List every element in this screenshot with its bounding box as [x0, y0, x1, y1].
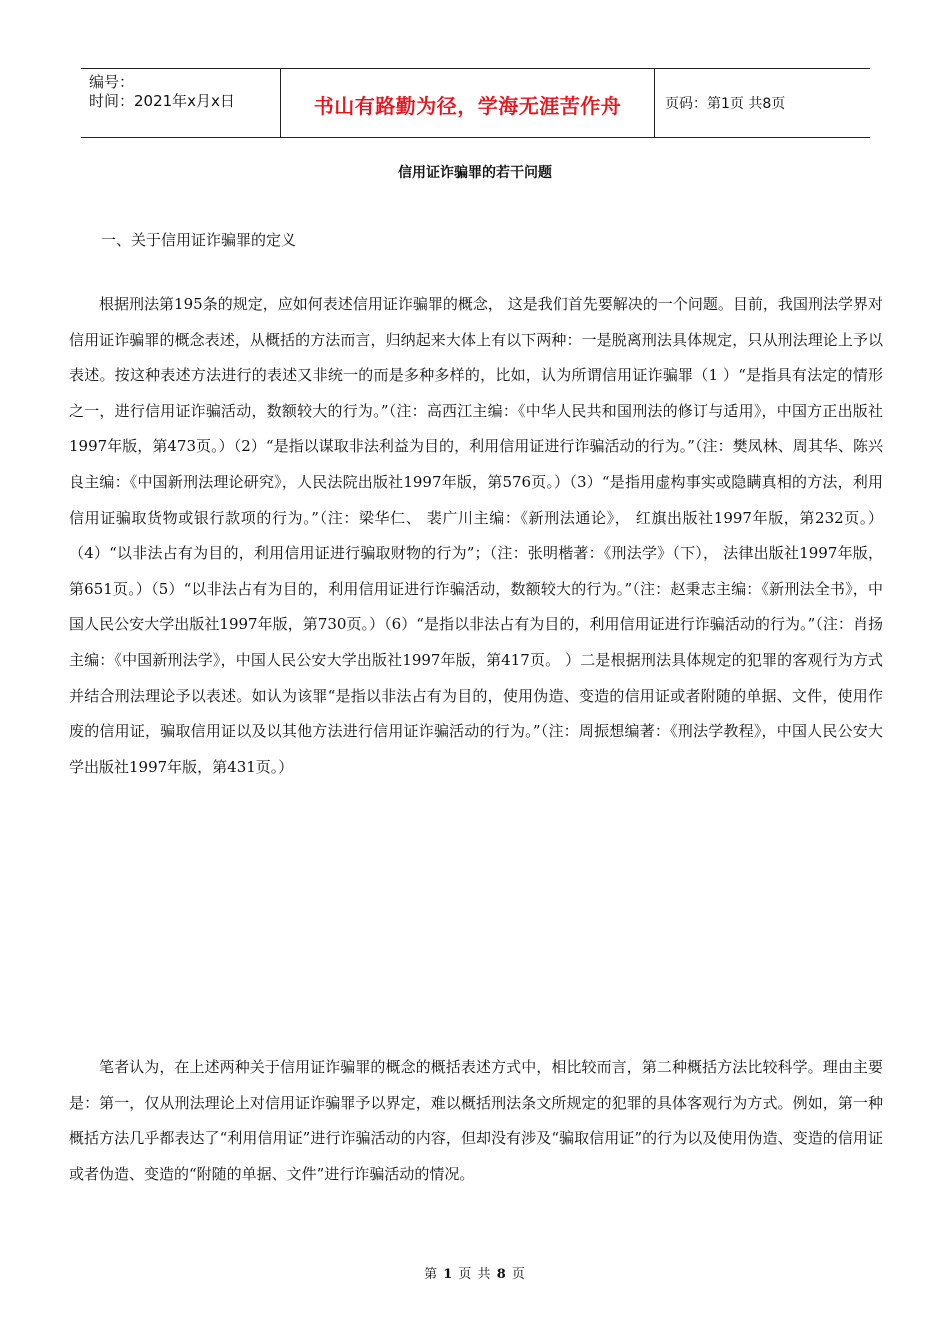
- page-info: 页码：第1页 共8页: [665, 96, 786, 112]
- body-paragraph: 根据刑法第195条的规定，应如何表述信用证诈骗罪的概念， 这是我们首先要解决的一个问题。目前，我国刑法学界对信用证诈骗罪的概念表述，从概括的方法而言，归纳起来大体上有以下两种：一是脱离刑法具体规定，只从刑法理论上予以表述。按这种表述方法进行的表述又非统一的而是多种多样的，比如，认为所谓信用证诈骗罪（1 ）“是指具有法定的情形之一，进行信用证诈骗活动，数额较大的行为。”（注：高西江主编：《中华人民共和国刑法的修订与适用》，中国方正出版社1997年版，第473页。）（2）“是指以谋取非法利益为目的，利用信用证进行诈骗活动的行为。”（注：樊凤林、周其华、陈兴良主编：《中国新刑法理论研究》，人民法院出版社1997年版，第576页。）（3）“是指用虚构事实或隐瞒真相的方法，利用信用证骗取货物或银行款项的行为。”（注：梁华仁、 裴广川主编：《新刑法通论》， 红旗出版社1997年版，第232页。）（4）“以非法占有为目的，利用信用证进行骗取财物的行为”；（注：张明楷著：《刑法学》（下）， 法律出版社1997年版，第651页。）（5）“以非法占有为目的，利用信用证进行诈骗活动，数额较大的行为。”（注：赵秉志主编：《新刑法全书》，中国人民公安大学出版社1997年版，第730页。）（6）“是指以非法占有为目的，利用信用证进行诈骗活动的行为。”（注：肖扬主编：《中国新刑法学》，中国人民公安大学出版社1997年版，第417页。 ）二是根据刑法具体规定的犯罪的客观行为方式并结合刑法理论予以表述。如认为该罪“是指以非法占有为目的，使用伪造、变造的信用证或者附随的单据、文件，使用作废的信用证，骗取信用证以及以其他方法进行信用证诈骗活动的行为。”（注：周振想编著：《刑法学教程》，中国人民公安大学出版社1997年版，第431页。）: [69, 295, 883, 776]
- footer-middle: 页 共: [458, 1267, 492, 1282]
- footer-prefix: 第: [424, 1267, 439, 1282]
- header-meta-cell: [81, 69, 281, 137]
- date-label: 时间：2021年x月x日: [89, 92, 235, 110]
- motto-text: 书山有路勤为径，学海无涯苦作舟: [313, 93, 622, 118]
- section-heading: 一、关于信用证诈骗罪的定义: [101, 231, 297, 249]
- document-title: 信用证诈骗罪的若干问题: [398, 165, 552, 181]
- header-motto-cell: [281, 69, 655, 137]
- page-footer: [0, 1263, 950, 1282]
- footer-suffix: 页: [511, 1267, 526, 1282]
- document-header: [81, 68, 870, 138]
- footer-total-pages: 8: [496, 1267, 507, 1282]
- serial-label: 编号：: [89, 73, 135, 91]
- footer-page-number: 1: [443, 1267, 454, 1282]
- header-page-cell: [655, 69, 870, 137]
- body-paragraph: 笔者认为，在上述两种关于信用证诈骗罪的概念的概括表述方式中，相比较而言，第二种概括方法比较科学。理由主要是：第一，仅从刑法理论上对信用证诈骗罪予以界定，难以概括刑法条文所规定的犯罪的具体客观行为方式。例如，第一种概括方法几乎都表达了“利用信用证”进行诈骗活动的内容，但却没有涉及“骗取信用证”的行为以及使用伪造、变造的信用证或者伪造、变造的“附随的单据、文件”进行诈骗活动的情况。: [69, 1058, 883, 1183]
